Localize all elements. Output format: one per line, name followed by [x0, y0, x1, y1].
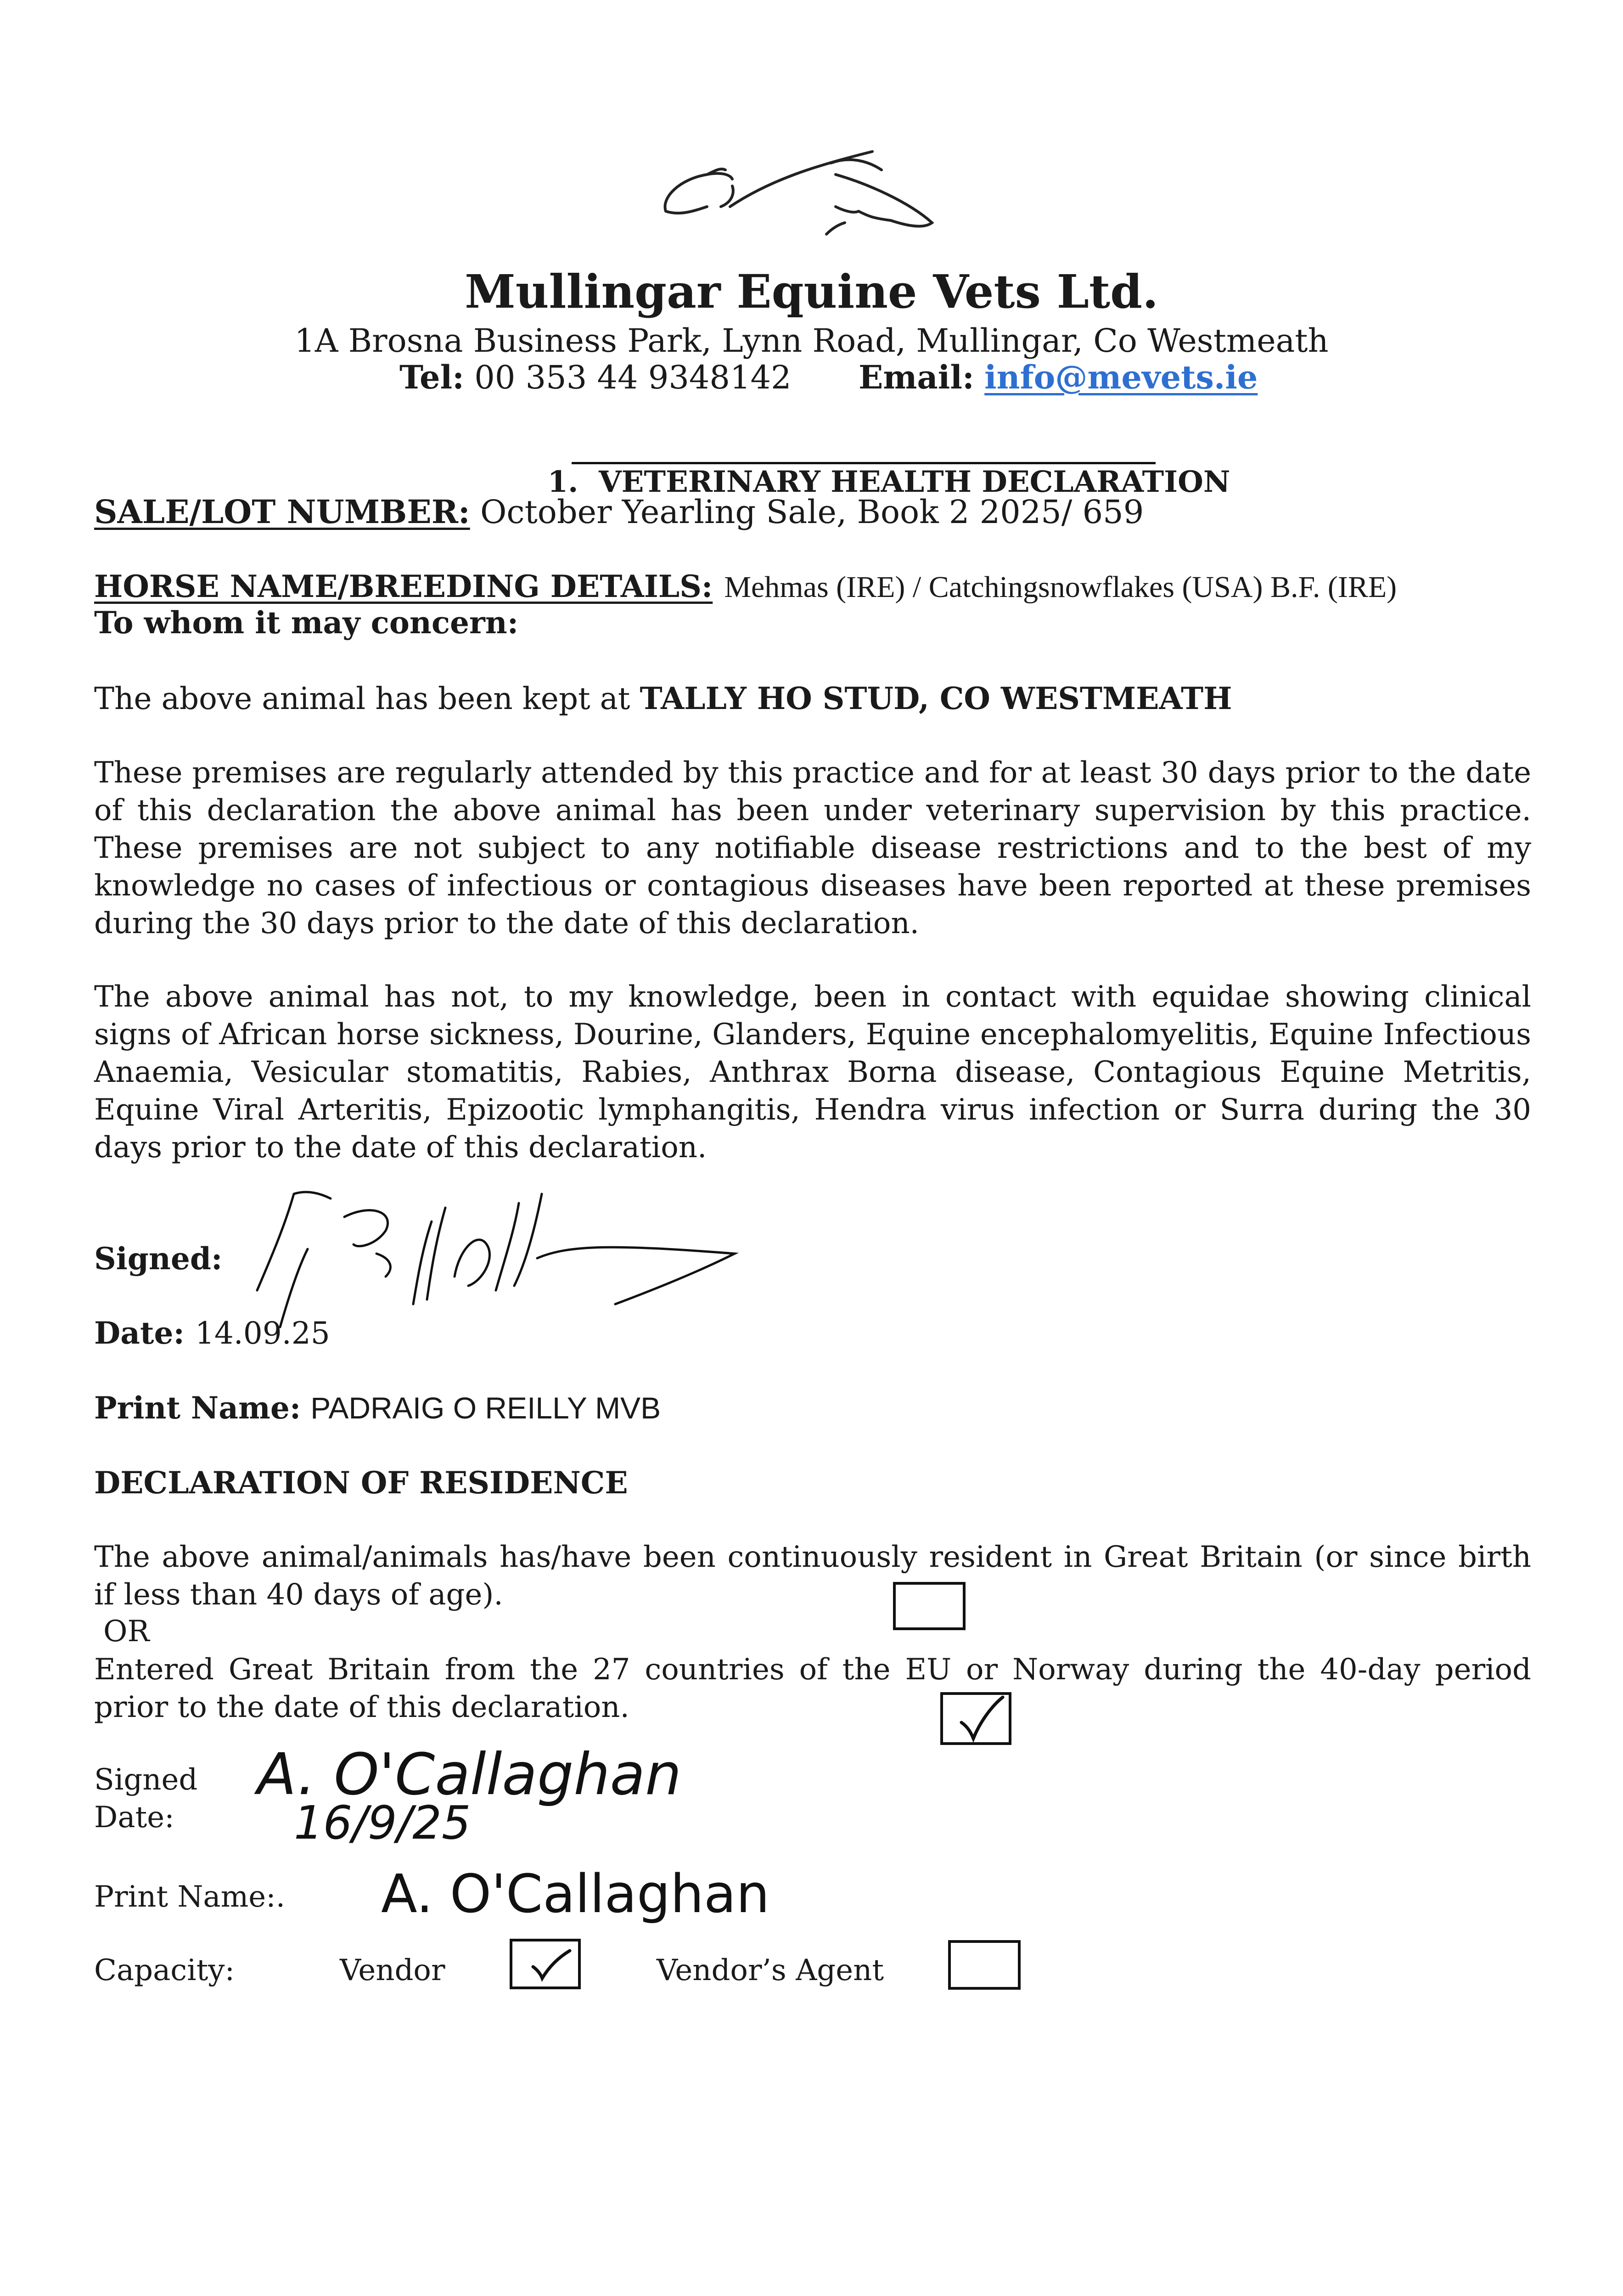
email-link[interactable]: info@mevets.ie [984, 358, 1258, 396]
email-line [859, 358, 1258, 397]
or-label: OR [103, 1615, 150, 1649]
horse-heads-logo-icon [652, 142, 946, 248]
salutation: To whom it may concern: [94, 605, 519, 641]
capacity-label: Capacity: [94, 1953, 235, 1987]
kept-at-prefix: The above animal has been kept at [94, 681, 630, 716]
horse-label: HORSE NAME/BREEDING DETAILS: [94, 568, 713, 604]
email-label: Email: [859, 358, 974, 396]
owner-date-handwritten: 16/9/25 [294, 1796, 471, 1850]
checkmark-icon [943, 1695, 1009, 1742]
checkmark-icon [512, 1941, 578, 1986]
vendor-checkbox[interactable] [510, 1939, 581, 1989]
residence-option-1: The above animal/animals has/have been continuously resident in Great Britain (or since birth if less than 40 days of age). [94, 1540, 1531, 1612]
tel-label: Tel: [399, 358, 465, 396]
company-address: 1A Brosna Business Park, Lynn Road, Mullingar, Co Westmeath [294, 322, 1329, 360]
owner-print-handwritten: A. O'Callaghan [381, 1863, 770, 1925]
sale-lot-label: SALE/LOT NUMBER: [94, 493, 470, 531]
disease-paragraph: The above animal has not, to my knowledge, been in contact with equidae showing clinical signs of African horse sickness, Dourine, Glanders, Equine encephalomyelitis, Equine Infectious Anaemia, Vesicular stomatitis, Rabies, Anthrax Borna disease, Contagious Equine Metritis, Equine Viral Arteritis, Epizootic lymphangitis, Hendra virus infection or Surra during the 30 days prior to the date of this declaration. [94, 980, 1531, 1165]
premises-paragraph: These premises are regularly attended by this practice and for at least 30 days prior to the date of this declaration the above animal has been under veterinary supervision by this practice. These premises are not subject to any notifiable disease restrictions and to the best of my knowledge no cases of infectious or contagious diseases have been reported at these premises during the 30 days prior to the date of this declaration. [94, 756, 1531, 940]
owner-signature: A. O'Callaghan [257, 1741, 682, 1808]
vet-signed-label: Signed: [94, 1241, 223, 1277]
owner-print-label: Print Name:. [94, 1880, 286, 1914]
section-title-text: 1. VETERINARY HEALTH DECLARATION [547, 465, 1230, 499]
residence-option-2-checkbox[interactable] [940, 1692, 1011, 1745]
kept-at-line [94, 680, 1232, 718]
section-title-underline [572, 462, 1156, 464]
horse-line [94, 566, 1397, 608]
owner-signed-label: Signed [94, 1763, 198, 1797]
sale-lot-line [94, 491, 1144, 533]
residence-option-2: Entered Great Britain from the 27 countries of the EU or Norway during the 40-day period prior to the date of this declaration. [94, 1653, 1531, 1724]
vendors-agent-checkbox[interactable] [948, 1940, 1021, 1990]
vendors-agent-label: Vendor’s Agent [657, 1953, 884, 1987]
company-name: Mullingar Equine Vets Ltd. [465, 264, 1158, 319]
owner-date-label: Date: [94, 1801, 174, 1835]
residence-option-1-checkbox[interactable] [893, 1582, 966, 1630]
kept-at-place: TALLY HO STUD, CO WESTMEATH [640, 681, 1232, 716]
vet-date-value: 14.09.25 [195, 1316, 330, 1351]
contact-line [399, 358, 792, 397]
vet-date-label [94, 1314, 330, 1352]
vendor-label: Vendor [340, 1953, 445, 1987]
vet-print-label: Print Name: [94, 1390, 301, 1426]
tel-value: 00 353 44 9348142 [474, 359, 792, 396]
vet-date-label-text: Date: [94, 1315, 185, 1351]
vet-print-value: PADRAIG O REILLY MVB [310, 1391, 661, 1425]
residence-heading: DECLARATION OF RESIDENCE [94, 1465, 628, 1501]
vet-print-line [94, 1389, 661, 1427]
sale-lot-value: October Yearling Sale, Book 2 2025/ 659 [480, 493, 1144, 531]
horse-value: Mehmas (IRE) / Catchingsnowflakes (USA) B.F. (IRE) [724, 570, 1397, 604]
